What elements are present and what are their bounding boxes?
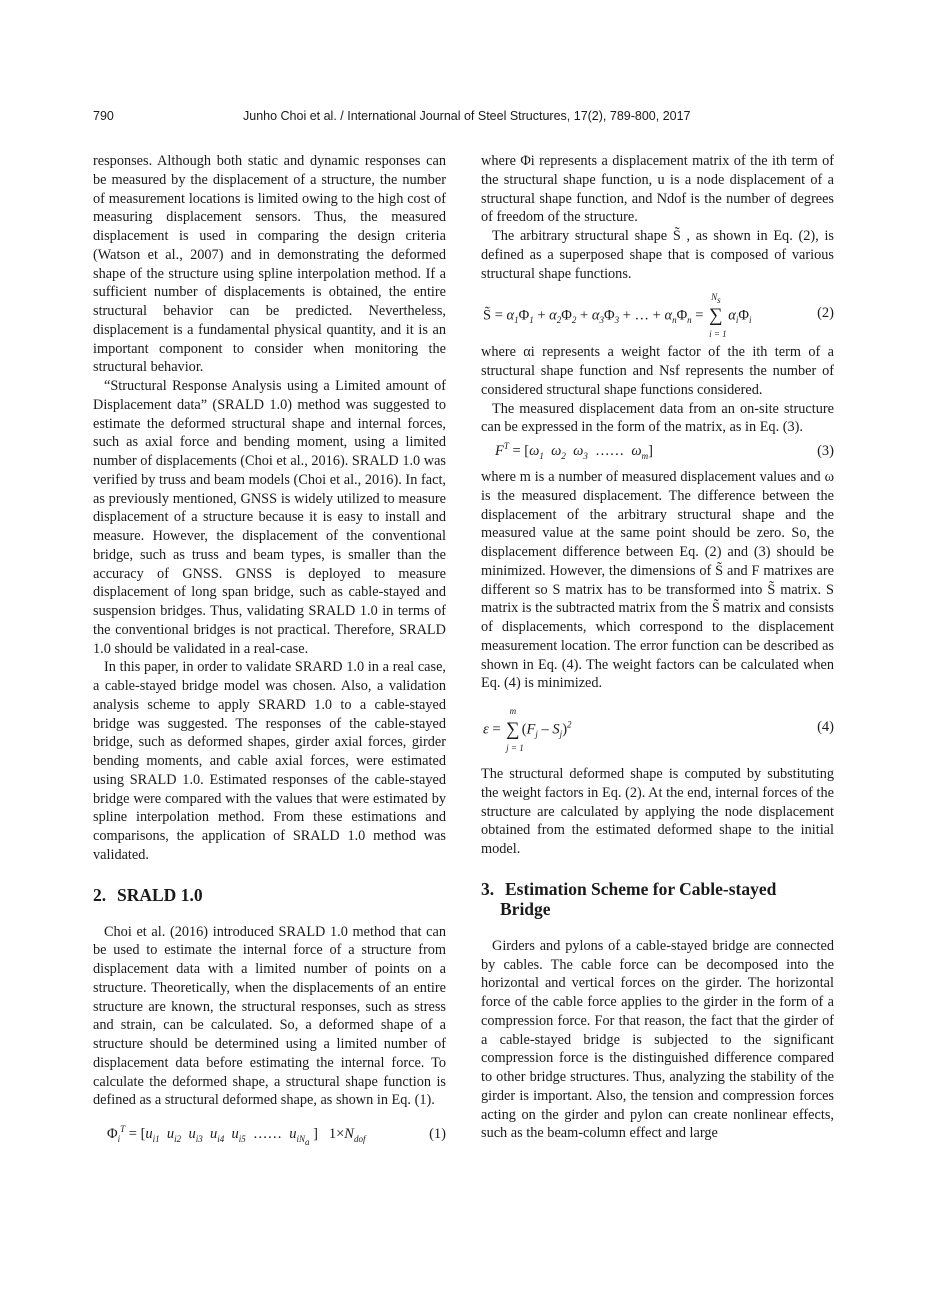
- left-column: [93, 152, 446, 1150]
- equation-4: [481, 706, 834, 753]
- section-title: SRALD 1.0: [117, 884, 203, 905]
- running-head: Junho Choi et al. / International Journal of Steel Structures, 17(2), 789-800, 2017: [243, 109, 691, 123]
- paragraph-srald-method: Choi et al. (2016) introduced SRALD 1.0 method that can be used to estimate the internal force of a structure from displacement data with a limited number of points on a structure. Theoretically, when the displacements of an entire structure are known, the structural responses, such as stress and strain, can be calculated. So, a deformed shape of a structure should be determined using a limited number of displacement data before estimating the internal force. To calculate the deformed shape, a structural shape function is defined as a structural deformed shape, as shown in Eq. (1).: [93, 923, 446, 1109]
- equation-2-body: S̃ = $\alpha_1\Phi_1 + \alpha_2\Phi_2 + \alpha_3\Phi_3$ + … + $\alpha_n\Phi_n$ = $N_s$ ∑ i = 1 $\alpha_i\Phi_i$: [483, 292, 752, 340]
- section-number: 2.: [93, 884, 107, 905]
- section-2-heading: [93, 885, 446, 905]
- equation-4-body: ε = m ∑ j = 1 $(F_j - S_j)^2$: [483, 706, 572, 753]
- section-3-heading: [481, 879, 834, 919]
- section-title-line1: Estimation Scheme for Cable-stayed: [505, 878, 777, 899]
- right-column: [481, 152, 834, 1143]
- paragraph-where-phi: where Φi represents a displacement matrix of the ith term of the structural shape function, u is a node displacement of a structural shape function, and Ndof is the number of degrees of freedom of the structure.: [481, 153, 834, 226]
- paragraph-where-m: where m is a number of measured displacement values and ω is the measured displacement. The difference between the displacement of the arbitrary structural shape and the measured value at the same point should be zero. So, the displacement difference between Eq. (2) and (3) should be minimized. However, the dimensions of S̃ and F matrixes are different so S matrix has to be transformed into S̃ matrix. S matrix is the subtracted matrix from the S̃ matrix and consists of displacements, which correspond to the displacement measurement location. The error function can be described as shown in Eq. (4). The weight factors can be calculated when Eq. (4) is minimized.: [481, 469, 834, 692]
- summation-sign-2: $N_s$ ∑ i = 1: [709, 292, 727, 340]
- paragraph-where-alpha: where αi represents a weight factor of the ith term of a structural shape function and Nsf represents the number of considered structural shape functions considered.: [481, 344, 834, 398]
- paragraph-arbitrary-shape: The arbitrary structural shape S̃ , as shown in Eq. (2), is defined as a superposed shape that is composed of various structural shape functions.: [481, 228, 834, 282]
- section-number: 3.: [481, 878, 495, 899]
- paragraph-deformed-shape: The structural deformed shape is computed by substituting the weight factors in Eq. (2). At the end, internal forces of the structure are calculated by applying the node displacement obtained from the estimated deformed shape to the initial model.: [481, 766, 834, 857]
- page-number: 790: [93, 109, 114, 123]
- equation-1: [93, 1122, 446, 1150]
- paragraph-srald-intro: “Structural Response Analysis using a Limited amount of Displacement data” (SRALD 1.0) method was suggested to estimate the deformed structural shape and internal forces, such as axial force and bending moment, using a limited number of displacements (Choi et al., 2016). SRALD 1.0 was verified by truss and beam models (Choi et al., 2016). In fact, as previously mentioned, GNSS is widely utilized to measure displacement of a structure because it is easy to install and measure. However, the displacement of the conventional bridge, such as truss and beam types, is smaller than the accuracy of GNSS. GNSS is deployed to measure displacement of long span bridge, such as cable-stayed and suspension bridges. Thus, validating SRALD 1.0 in terms of the conventional bridges is not practical. Therefore, SRALD 1.0 should be validated in a real-case.: [93, 378, 446, 657]
- running-header: [93, 109, 833, 127]
- paragraph-girders-pylons: Girders and pylons of a cable-stayed bridge are connected by cables. The cable force can be decomposed into the horizontal and vertical forces on the girder. The horizontal force of the cable force applies to the girder in the form of a compression force. For that reason, the fact that the girder of a cable-stayed bridge is subjected to the significant compression force is the distinguished difference compared to other bridge structures. Thus, analyzing the stability of the girder is important. Also, the tension and compression forces acting on the girder and pylon can create nonlinear effects, such as the beam-column effect and large: [481, 937, 834, 1142]
- paragraph-this-paper: In this paper, in order to validate SRARD 1.0 in a real case, a cable-stayed bridge model was chosen. Also, a validation analysis scheme to apply SRARD 1.0 to a cable-stayed bridge was suggested. The responses of the cable-stayed bridge, such as deformed shapes, girder axial forces, girder bending moments, and cable axial forces, were estimated using SRALD 1.0. Estimated responses of the cable-stayed bridge were compared with the values that were estimated by spline interpolation method. From these estimations and comparisons, the application of SRALD 1.0 method was validated.: [93, 659, 446, 863]
- summation-sign-4: m ∑ j = 1: [506, 706, 524, 753]
- equation-1-label: (1): [429, 1126, 446, 1142]
- equation-2-label: (2): [817, 305, 834, 322]
- section-title-line2: Bridge: [500, 898, 551, 919]
- equation-3: [481, 439, 834, 467]
- equation-2: [481, 292, 834, 340]
- paragraph-responses: responses. Although both static and dynamic responses can be measured by the displacement of a structure, the number of measurement locations is limited owing to the high cost of measuring displacement sensors. Thus, the measured displacement is used in comparing the design criteria (Watson et al., 2007) and in demonstrating the deformed shape of the structure using spline interpolation method. If a sufficient number of displacements is obtained, the entire structural behavior can be predicted. Nevertheless, displacement is a fundamental physical quantity, and it is an important component to consider when monitoring the structural behavior.: [93, 153, 446, 376]
- equation-3-label: (3): [817, 443, 834, 459]
- equation-1-body: $\Phi_i^T = [u_{i1}$ $u_{i2}$ $u_{i3}$ $u_{i4}$ $u_{i5}$ …… $u_{iN_a}$ ] $1\times N_{dof}$: [107, 1124, 366, 1147]
- equation-3-body: $F^T = [\omega_1$ $\omega_2$ $\omega_3$ …… $\omega_m$]: [495, 441, 653, 461]
- equation-4-label: (4): [817, 719, 834, 735]
- paragraph-measured-data: The measured displacement data from an on-site structure can be expressed in the form of the matrix, as in Eq. (3).: [481, 400, 834, 436]
